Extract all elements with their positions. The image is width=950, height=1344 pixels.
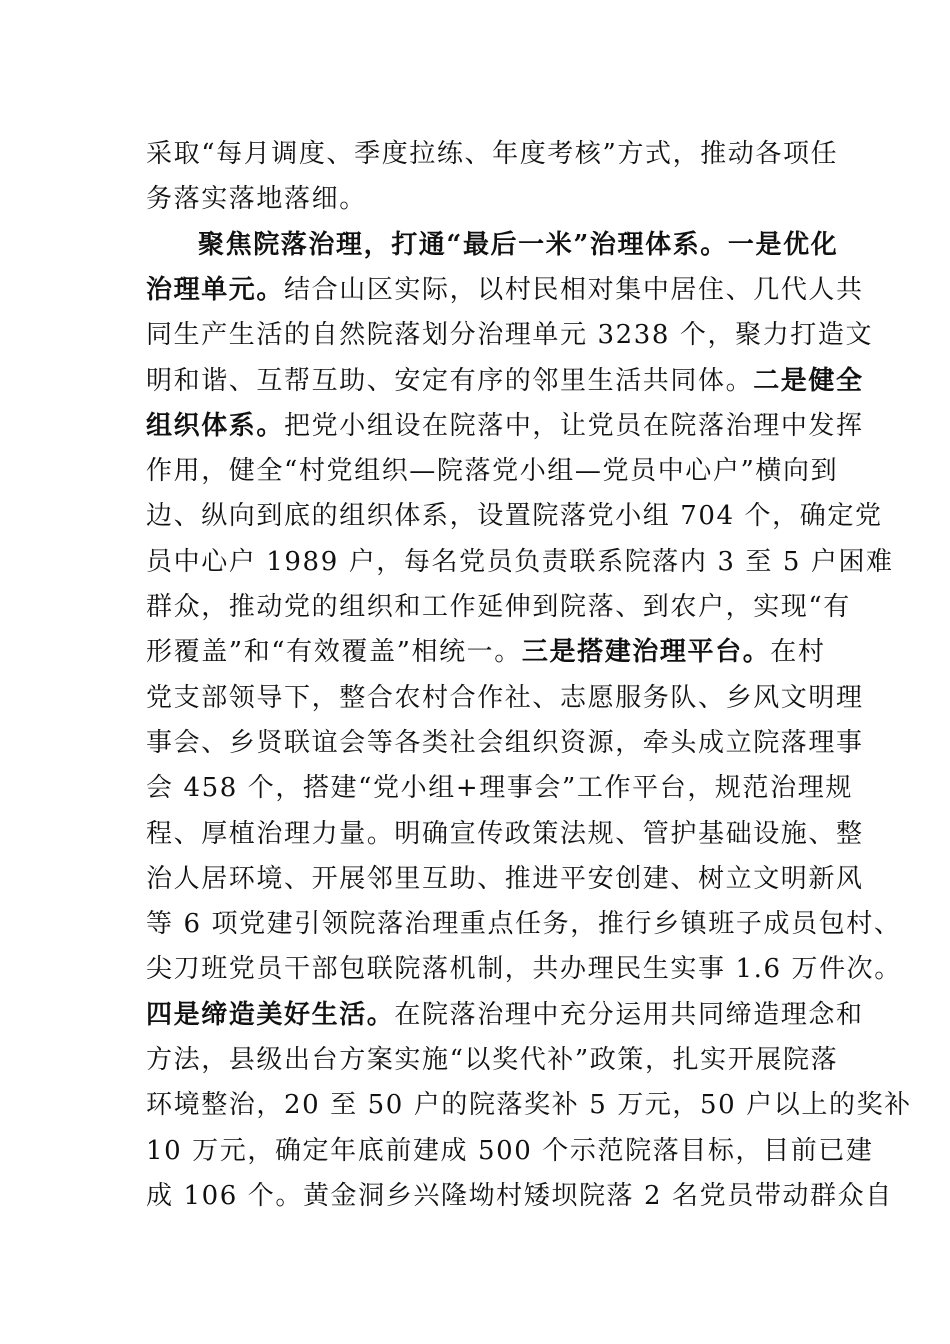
- body-text: 明和谐、互帮互助、安定有序的邻里生活共同体。: [146, 365, 754, 396]
- body-text: 事会、乡贤联谊会等各类社会组织资源，牵头成立院落理事: [146, 727, 864, 758]
- body-text: 同生产生活的自然院落划分治理单元 3238 个，聚力打造文: [146, 320, 874, 351]
- body-text: 作用，健全“村党组织—院落党小组—党员中心户”横向到: [146, 456, 839, 487]
- bold-heading-text: 聚焦院落治理，打通“最后一米”治理体系。一是优化: [198, 229, 839, 260]
- body-text: 方法，县级出台方案实施“以奖代补”政策，扎实开展院落: [146, 1045, 839, 1075]
- text-line: [146, 587, 851, 627]
- text-line: [146, 814, 864, 854]
- text-line: [146, 1176, 893, 1216]
- body-text: 会 458 个，搭建“党小组+理事会”工作平台，规范治理规: [146, 773, 853, 804]
- bold-heading-text: 二是健全: [753, 365, 864, 396]
- text-line: [146, 678, 864, 718]
- text-line: [146, 1085, 912, 1125]
- body-text: 采取“每月调度、季度拉练、年度考核”方式，推动各项任: [146, 139, 839, 169]
- body-text: 形覆盖”和“有效覆盖”相统一。: [146, 637, 522, 668]
- text-line: [146, 904, 901, 944]
- body-text: 环境整治，20 至 50 户的院落奖补 5 万元，50 户以上的奖补: [146, 1090, 912, 1121]
- body-text: 成 106 个。黄金洞乡兴隆坳村矮坝院落 2 名党员带动群众自: [146, 1180, 893, 1211]
- text-line: [146, 270, 864, 310]
- text-line: [146, 315, 873, 355]
- bold-heading-text: 治理单元。: [146, 274, 285, 305]
- text-line: [146, 542, 894, 582]
- text-line: [146, 1040, 838, 1080]
- body-text: 员中心户 1989 户，每名党员负责联系院落内 3 至 5 户困难: [146, 546, 894, 577]
- text-line: [146, 361, 864, 401]
- bold-heading-text: 三是搭建治理平台。: [521, 637, 771, 668]
- text-line: [146, 1131, 874, 1171]
- text-line: [146, 406, 864, 446]
- text-line: [146, 496, 883, 536]
- bold-heading-text: 组织体系。: [146, 410, 285, 441]
- text-line: [146, 723, 864, 763]
- text-line: [146, 632, 826, 672]
- body-text: 程、厚植治理力量。明确宣传政策法规、管护基础设施、整: [146, 818, 864, 849]
- body-text: 结合山区实际，以村民相对集中居住、几代人共: [284, 274, 864, 305]
- text-line: [146, 949, 902, 989]
- bold-heading-text: 四是缔造美好生活。: [146, 999, 395, 1030]
- body-text: 在院落治理中充分运用共同缔造理念和: [394, 999, 864, 1030]
- text-line: [146, 179, 367, 219]
- text-line: [146, 451, 838, 491]
- body-text: 党支部领导下，整合农村合作社、志愿服务队、乡风文明理: [146, 682, 864, 713]
- body-text: 把党小组设在院落中，让党员在院落治理中发挥: [284, 410, 864, 441]
- body-text: 务落实落地落细。: [146, 184, 367, 215]
- body-text: 10 万元，确定年底前建成 500 个示范院落目标，目前已建: [146, 1135, 874, 1166]
- text-line: [146, 768, 853, 808]
- text-line: [146, 859, 864, 899]
- body-text: 等 6 项党建引领院落治理重点任务，推行乡镇班子成员包村、: [146, 909, 902, 940]
- body-text: 在村: [770, 637, 826, 668]
- body-text: 群众，推动党的组织和工作延伸到院落、到农户，实现“有: [146, 592, 851, 622]
- body-text: 尖刀班党员干部包联院落机制，共办理民生实事 1.6 万件次。: [146, 954, 902, 985]
- body-text: 边、纵向到底的组织体系，设置院落党小组 704 个，确定党: [146, 501, 883, 532]
- text-line: [198, 225, 838, 265]
- text-line: [146, 995, 864, 1035]
- text-line: [146, 134, 838, 174]
- body-text: 治人居环境、开展邻里互助、推进平安创建、树立文明新风: [146, 863, 864, 894]
